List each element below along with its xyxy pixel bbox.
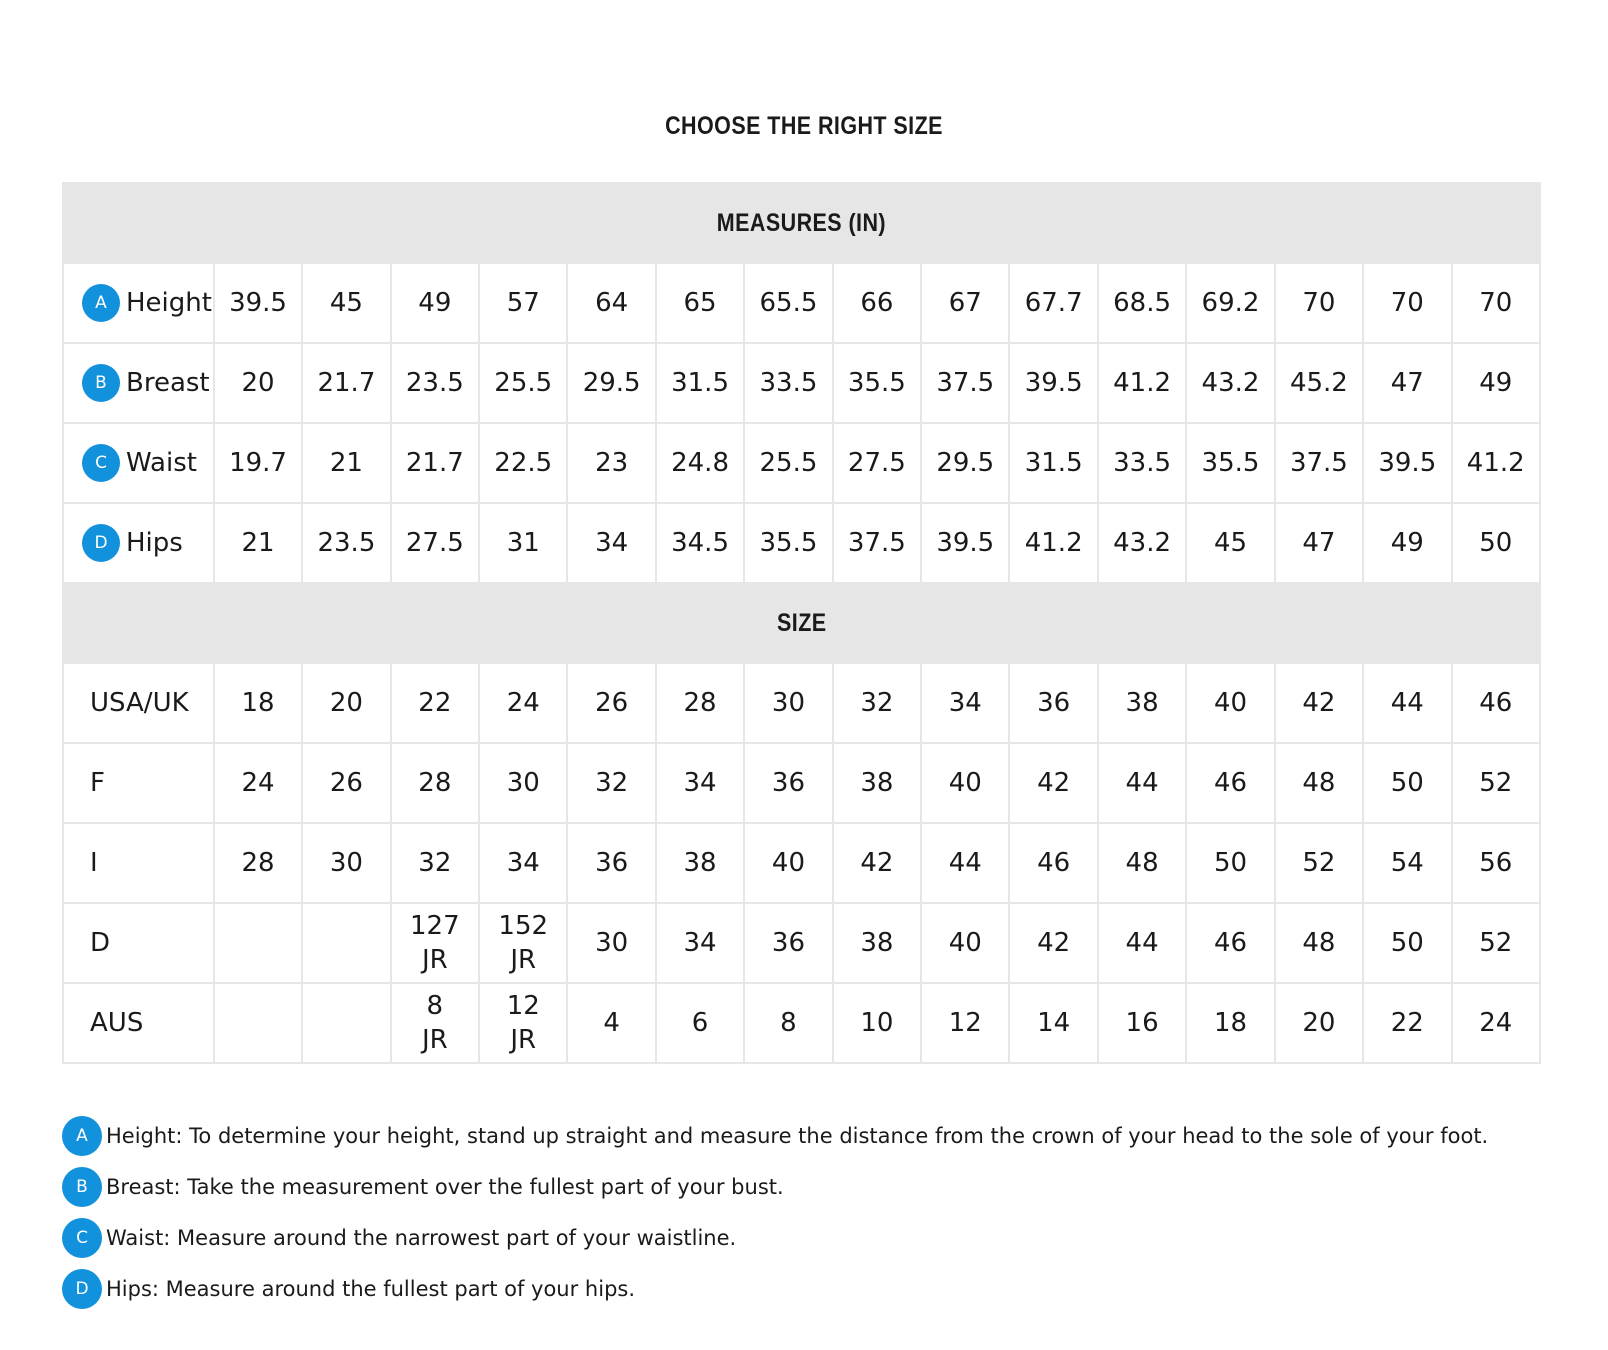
cell-line: 30 [506, 768, 540, 798]
cell-line: 38 [860, 768, 894, 798]
table-cell: 31.5 [656, 343, 744, 423]
size-header [63, 583, 1540, 663]
row-label [63, 343, 214, 423]
row-label [63, 423, 214, 503]
table-cell: 27.5 [833, 423, 921, 503]
table-cell: 23.5 [302, 503, 390, 583]
table-cell [1452, 983, 1541, 1063]
table-cell [214, 743, 302, 823]
table-cell [833, 663, 921, 743]
table-cell: 19.7 [214, 423, 302, 503]
cell-line: 38 [860, 928, 894, 958]
table-cell: 39.5 [1363, 423, 1451, 503]
cell-line: 52 [1479, 928, 1513, 958]
table-cell [1098, 663, 1186, 743]
table-cell: 25.5 [744, 423, 832, 503]
table-cell [1009, 823, 1097, 903]
cell-line: 14 [1037, 1008, 1071, 1038]
cell-line: 34 [506, 848, 540, 878]
table-cell: 70 [1275, 263, 1363, 343]
table-cell [921, 743, 1009, 823]
table-cell: 39.5 [921, 503, 1009, 583]
note-waist [62, 1212, 1562, 1263]
table-cell: 31 [479, 503, 567, 583]
cell-line: 18 [1213, 1008, 1248, 1038]
table-cell [302, 743, 390, 823]
table-cell: 47 [1363, 343, 1451, 423]
table-cell [1009, 663, 1097, 743]
cell-line: 22 [418, 688, 452, 718]
table-cell [744, 903, 832, 983]
cell-line: 20 [329, 688, 363, 718]
note-text: Breast: Take the measurement over the fullest part of your bust. [106, 1174, 784, 1199]
badge-a-icon: A [82, 284, 120, 322]
table-cell [391, 743, 479, 823]
note-breast [62, 1161, 1562, 1212]
table-cell [1363, 663, 1451, 743]
table-cell: 41.2 [1452, 423, 1541, 503]
table-cell [302, 983, 390, 1063]
table-cell: 47 [1275, 503, 1363, 583]
table-cell [656, 983, 744, 1063]
cell-line: 28 [241, 848, 275, 878]
table-cell [921, 823, 1009, 903]
table-cell [479, 663, 567, 743]
table-cell [1452, 823, 1541, 903]
table-cell: 31.5 [1009, 423, 1097, 503]
cell-line: 40 [948, 928, 982, 958]
table-cell [479, 743, 567, 823]
cell-line: 56 [1479, 848, 1513, 878]
cell-line: 42 [1037, 768, 1071, 798]
table-cell [214, 823, 302, 903]
table-cell [1275, 983, 1363, 1063]
note-text: Height: To determine your height, stand up straight and measure the distance from the crown of your head to the sole of your foot. [106, 1123, 1489, 1148]
row-label: F [63, 743, 214, 823]
cell-line: 8 [426, 991, 444, 1021]
cell-line: 46 [1213, 928, 1248, 958]
table-cell: 43.2 [1098, 503, 1186, 583]
cell-line: 40 [948, 768, 982, 798]
table-cell [214, 663, 302, 743]
table-cell [1186, 903, 1274, 983]
cell-line: 46 [1479, 688, 1513, 718]
table-cell [567, 983, 655, 1063]
size-row [63, 823, 1540, 903]
cell-line: 28 [418, 768, 452, 798]
table-cell: 33.5 [1098, 423, 1186, 503]
cell-line: 46 [1037, 848, 1071, 878]
cell-line: 18 [241, 688, 275, 718]
table-cell [1186, 823, 1274, 903]
measures-header-label: MEASURES (IN) [716, 209, 887, 237]
cell-line: 40 [1213, 688, 1248, 718]
table-cell: 23 [567, 423, 655, 503]
cell-line: JR [421, 945, 448, 975]
table-cell: 45 [1186, 503, 1274, 583]
table-cell: 45 [302, 263, 390, 343]
cell-line: 16 [1125, 1008, 1159, 1038]
table-cell [1275, 823, 1363, 903]
cell-line: 34 [683, 928, 717, 958]
table-cell: 50 [1452, 503, 1541, 583]
row-label: AUS [63, 983, 214, 1063]
table-cell: 21 [214, 503, 302, 583]
table-cell: 37.5 [833, 503, 921, 583]
table-cell [656, 663, 744, 743]
note-height [62, 1110, 1562, 1161]
table-cell [921, 663, 1009, 743]
table-cell [1098, 743, 1186, 823]
table-cell [744, 823, 832, 903]
table-cell [656, 743, 744, 823]
table-cell [391, 663, 479, 743]
table-cell [1363, 903, 1451, 983]
table-cell [921, 903, 1009, 983]
table-cell [1186, 663, 1274, 743]
table-cell [833, 743, 921, 823]
measurement-notes [62, 1110, 1562, 1314]
row-label: D [63, 903, 214, 983]
table-cell: 35.5 [744, 503, 832, 583]
table-cell [833, 823, 921, 903]
row-label-text: Breast [126, 368, 210, 398]
cell-line: 26 [595, 688, 629, 718]
row-label-text: Waist [126, 448, 197, 478]
table-cell: 41.2 [1009, 503, 1097, 583]
cell-line: 36 [595, 848, 629, 878]
size-chart-body [63, 183, 1540, 1063]
table-cell: 25.5 [479, 343, 567, 423]
cell-line: 54 [1390, 848, 1424, 878]
cell-line: 24 [1479, 1008, 1513, 1038]
table-cell: 69.2 [1186, 263, 1274, 343]
size-row [63, 903, 1540, 983]
cell-line: 24 [506, 688, 540, 718]
cell-line: 34 [683, 768, 717, 798]
table-cell [1009, 743, 1097, 823]
table-cell [1098, 983, 1186, 1063]
measures-header [63, 183, 1540, 263]
cell-line: 36 [771, 768, 805, 798]
table-cell [1363, 823, 1451, 903]
cell-line: 32 [418, 848, 452, 878]
cell-line: 8 [780, 1008, 797, 1038]
cell-line: 44 [1125, 768, 1159, 798]
table-cell: 34 [567, 503, 655, 583]
table-cell [1452, 743, 1541, 823]
table-cell [1363, 743, 1451, 823]
table-cell: 35.5 [833, 343, 921, 423]
table-cell [656, 823, 744, 903]
size-row [63, 663, 1540, 743]
cell-line: 38 [1125, 688, 1159, 718]
table-cell [1098, 903, 1186, 983]
table-cell [479, 903, 567, 983]
table-cell [1275, 663, 1363, 743]
table-cell [1098, 823, 1186, 903]
row-label: USA/UK [63, 663, 214, 743]
badge-d-icon: D [82, 524, 120, 562]
cell-line: 24 [241, 768, 275, 798]
cell-line: 32 [860, 688, 894, 718]
cell-line: 50 [1390, 928, 1424, 958]
table-cell: 65 [656, 263, 744, 343]
table-cell: 37.5 [921, 343, 1009, 423]
measures-header-row [63, 183, 1540, 263]
table-cell [1363, 983, 1451, 1063]
badge-c-icon: C [62, 1218, 102, 1258]
measure-row-waist [63, 423, 1540, 503]
table-cell: 57 [479, 263, 567, 343]
badge-c-icon: C [82, 444, 120, 482]
cell-line: 36 [1037, 688, 1071, 718]
table-cell [567, 663, 655, 743]
table-cell [391, 903, 479, 983]
cell-line: 44 [1125, 928, 1159, 958]
cell-line: JR [510, 1025, 537, 1055]
cell-line: 38 [683, 848, 717, 878]
table-cell [1452, 903, 1541, 983]
table-cell: 21 [302, 423, 390, 503]
cell-line: 10 [860, 1008, 894, 1038]
cell-line: 20 [1302, 1008, 1336, 1038]
table-cell: 33.5 [744, 343, 832, 423]
cell-line: 30 [771, 688, 805, 718]
table-cell [302, 823, 390, 903]
table-cell [567, 823, 655, 903]
table-cell [744, 663, 832, 743]
table-cell: 34.5 [656, 503, 744, 583]
table-cell: 24.8 [656, 423, 744, 503]
table-cell [1009, 903, 1097, 983]
cell-line: 26 [329, 768, 363, 798]
table-cell [391, 823, 479, 903]
table-cell: 21.7 [391, 423, 479, 503]
table-cell: 39.5 [1009, 343, 1097, 423]
table-cell [567, 903, 655, 983]
cell-line: JR [421, 1025, 448, 1055]
cell-line: 50 [1213, 848, 1248, 878]
cell-line: 12 [506, 991, 540, 1021]
table-cell: 45.2 [1275, 343, 1363, 423]
size-header-label: SIZE [776, 609, 827, 637]
table-cell: 29.5 [567, 343, 655, 423]
cell-line: 30 [329, 848, 363, 878]
table-cell: 27.5 [391, 503, 479, 583]
row-label [63, 503, 214, 583]
page-title: CHOOSE THE RIGHT SIZE [665, 112, 943, 140]
note-text: Hips: Measure around the fullest part of your hips. [106, 1276, 636, 1301]
table-cell: 43.2 [1186, 343, 1274, 423]
cell-line: 32 [595, 768, 629, 798]
table-cell [214, 983, 302, 1063]
cell-line: 127 [410, 911, 460, 941]
row-label: I [63, 823, 214, 903]
table-cell: 22.5 [479, 423, 567, 503]
measure-row-breast [63, 343, 1540, 423]
table-cell: 70 [1452, 263, 1541, 343]
table-cell [1009, 983, 1097, 1063]
table-cell: 20 [214, 343, 302, 423]
table-cell: 65.5 [744, 263, 832, 343]
table-cell: 70 [1363, 263, 1451, 343]
table-cell [744, 983, 832, 1063]
cell-line: 42 [1302, 688, 1336, 718]
table-cell [1186, 743, 1274, 823]
table-cell: 37.5 [1275, 423, 1363, 503]
note-text: Waist: Measure around the narrowest part of your waistline. [106, 1225, 737, 1250]
table-cell: 23.5 [391, 343, 479, 423]
cell-line: 52 [1479, 768, 1513, 798]
cell-line: 46 [1213, 768, 1248, 798]
table-cell [479, 983, 567, 1063]
table-cell [1275, 743, 1363, 823]
cell-line: 44 [1390, 688, 1424, 718]
size-chart-table [62, 182, 1541, 1064]
measure-row-hips [63, 503, 1540, 583]
table-cell: 66 [833, 263, 921, 343]
table-cell: 49 [1452, 343, 1541, 423]
size-row [63, 983, 1540, 1063]
cell-line: 152 [498, 911, 549, 941]
row-label [63, 263, 214, 343]
cell-line: 30 [595, 928, 629, 958]
cell-line: 40 [771, 848, 805, 878]
table-cell [833, 983, 921, 1063]
table-cell [391, 983, 479, 1063]
badge-b-icon: B [62, 1167, 102, 1207]
cell-line: 42 [860, 848, 894, 878]
cell-line: 34 [948, 688, 982, 718]
table-cell [656, 903, 744, 983]
table-cell [302, 903, 390, 983]
cell-line: 36 [771, 928, 805, 958]
row-label-text: Hips [126, 528, 183, 558]
table-cell: 35.5 [1186, 423, 1274, 503]
measure-row-height [63, 263, 1540, 343]
table-cell [479, 823, 567, 903]
table-cell: 41.2 [1098, 343, 1186, 423]
table-cell [1275, 903, 1363, 983]
table-cell: 39.5 [214, 263, 302, 343]
table-cell [1186, 983, 1274, 1063]
table-cell: 49 [391, 263, 479, 343]
table-cell [567, 743, 655, 823]
badge-a-icon: A [62, 1116, 102, 1156]
cell-line: 44 [948, 848, 982, 878]
cell-line: 12 [948, 1008, 982, 1038]
table-cell [833, 903, 921, 983]
cell-line: 22 [1390, 1008, 1424, 1038]
row-label-text: Height [126, 288, 212, 318]
cell-line: 52 [1302, 848, 1336, 878]
cell-line: 48 [1125, 848, 1159, 878]
badge-b-icon: B [82, 364, 120, 402]
cell-line: 28 [683, 688, 717, 718]
table-cell: 67.7 [1009, 263, 1097, 343]
cell-line: 42 [1037, 928, 1071, 958]
size-row [63, 743, 1540, 823]
cell-line: JR [510, 945, 537, 975]
table-cell [1452, 663, 1541, 743]
table-cell: 64 [567, 263, 655, 343]
table-cell: 29.5 [921, 423, 1009, 503]
table-cell: 68.5 [1098, 263, 1186, 343]
table-cell: 21.7 [302, 343, 390, 423]
table-cell: 67 [921, 263, 1009, 343]
table-cell [921, 983, 1009, 1063]
badge-d-icon: D [62, 1269, 102, 1309]
cell-line: 4 [603, 1008, 620, 1038]
table-cell [744, 743, 832, 823]
cell-line: 50 [1390, 768, 1424, 798]
size-header-row [63, 583, 1540, 663]
cell-line: 6 [691, 1008, 709, 1038]
table-cell [214, 903, 302, 983]
table-cell: 49 [1363, 503, 1451, 583]
cell-line: 48 [1302, 928, 1336, 958]
table-cell [302, 663, 390, 743]
note-hips [62, 1263, 1562, 1314]
cell-line: 48 [1302, 768, 1336, 798]
